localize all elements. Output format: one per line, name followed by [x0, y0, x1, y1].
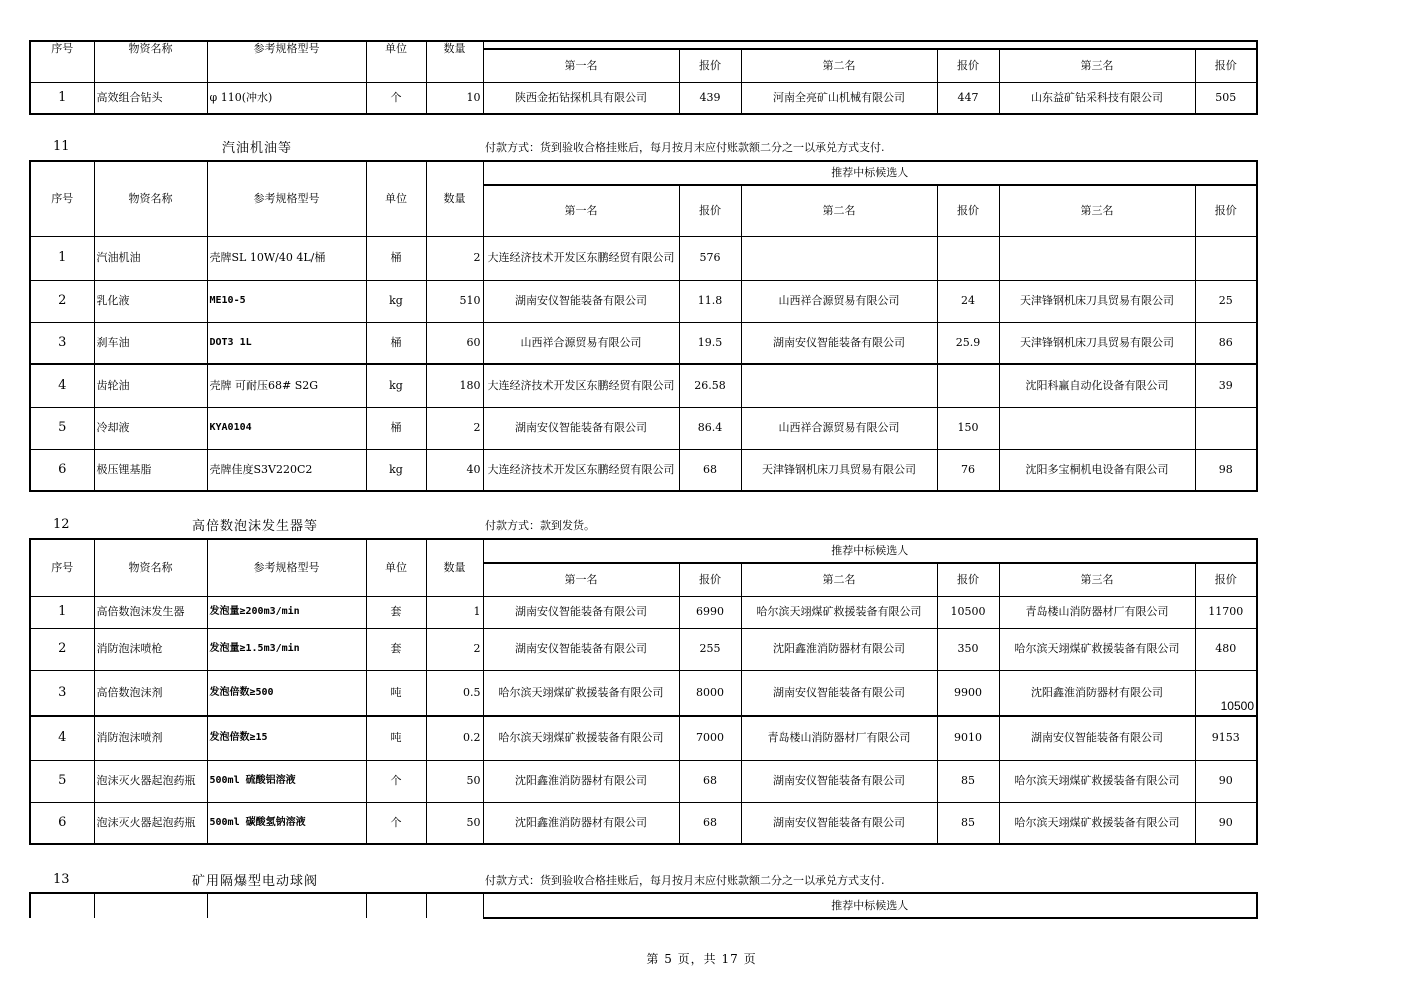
header-first: 第一名 — [483, 563, 679, 596]
header-candidates: 推荐中标候选人 — [483, 539, 1257, 563]
header-price: 报价 — [937, 49, 999, 82]
table-row: 4 齿轮油 壳牌 可耐压68# S2G kg 180 大连经济技术开发区东鹏经贸有限公司 26.58 沈阳科赢自动化设备有限公司 39 — [30, 364, 1257, 407]
header-qty: 数量 — [426, 539, 483, 596]
section-13-title: 矿用隔爆型电动球阀 — [192, 874, 319, 889]
header-first: 第一名 — [483, 185, 679, 236]
table-row: 3 刹车油 DOT3 1L 桶 60 山西祥合源贸易有限公司 19.5 湖南安仪智能装备有限公司 25.9 天津锋钢机床刀具贸易有限公司 86 — [30, 322, 1257, 364]
header-third: 第三名 — [999, 49, 1195, 82]
table-row: 1 汽油机油 壳牌SL 10W/40 4L/桶 桶 2 大连经济技术开发区东鹏经贸有限公司 576 — [30, 236, 1257, 280]
header-price: 报价 — [679, 563, 741, 596]
section-13-number: 13 — [53, 872, 70, 887]
header-name: 物资名称 — [94, 161, 207, 236]
header-name: 物资名称 — [94, 539, 207, 596]
header-candidates: 推荐中标候选人 — [483, 161, 1257, 185]
header-price: 报价 — [1195, 185, 1257, 236]
header-seq: 序号 — [30, 161, 94, 236]
header-second: 第二名 — [741, 185, 937, 236]
section-12-title: 高倍数泡沫发生器等 — [192, 519, 319, 534]
table-row: 5 泡沫灭火器起泡药瓶 500ml 硫酸铝溶液 个 50 沈阳鑫淮消防器材有限公司 68 湖南安仪智能装备有限公司 85 哈尔滨天翊煤矿救援装备有限公司 90 — [30, 760, 1257, 802]
header-unit: 单位 — [366, 41, 426, 82]
header-unit: 单位 — [366, 161, 426, 236]
section-13-table — [29, 892, 1258, 919]
table-row: 2 消防泡沫喷枪 发泡量≥1.5m3/min 套 2 湖南安仪智能装备有限公司 255 沈阳鑫淮消防器材有限公司 350 哈尔滨天翊煤矿救援装备有限公司 480 — [30, 628, 1257, 670]
section-11-payment: 付款方式：货到验收合格挂账后，每月按月末应付账款额二分之一以承兑方式支付. — [485, 141, 885, 154]
table-row: 3 高倍数泡沫剂 发泡倍数≥500 吨 0.5 哈尔滨天翊煤矿救援装备有限公司 8000 湖南安仪智能装备有限公司 9900 沈阳鑫淮消防器材有限公司 10500 — [30, 670, 1257, 716]
top-quote-table — [29, 40, 1258, 115]
section-13-payment: 付款方式：货到验收合格挂账后，每月按月末应付账款额二分之一以承兑方式支付. — [485, 874, 885, 887]
header-second: 第二名 — [741, 49, 937, 82]
table-row: 6 极压锂基脂 壳牌佳度S3V220C2 kg 40 大连经济技术开发区东鹏经贸有限公司 68 天津锋钢机床刀具贸易有限公司 76 沈阳多宝桐机电设备有限公司 98 — [30, 449, 1257, 491]
table-row: 1 高效组合钻头 φ 110(冲水) 个 10 陕西金拓钻探机具有限公司 439 河南全亮矿山机械有限公司 447 山东益矿钻采科技有限公司 505 — [30, 82, 1257, 114]
header-price: 报价 — [937, 185, 999, 236]
header-spec: 参考规格型号 — [207, 539, 366, 596]
table-row: 2 乳化液 ME10-5 kg 510 湖南安仪智能装备有限公司 11.8 山西祥合源贸易有限公司 24 天津锋钢机床刀具贸易有限公司 25 — [30, 280, 1257, 322]
header-price: 报价 — [1195, 563, 1257, 596]
header-seq: 序号 — [30, 539, 94, 596]
header-price: 报价 — [937, 563, 999, 596]
header-price: 报价 — [1195, 49, 1257, 82]
table-row: 5 冷却液 KYA0104 桶 2 湖南安仪智能装备有限公司 86.4 山西祥合源贸易有限公司 150 — [30, 407, 1257, 449]
header-spec: 参考规格型号 — [207, 41, 366, 82]
header-price: 报价 — [679, 49, 741, 82]
section-11-number: 11 — [53, 139, 70, 154]
header-qty: 数量 — [426, 41, 483, 82]
section-12-number: 12 — [53, 517, 70, 532]
header-first: 第一名 — [483, 49, 679, 82]
page-footer: 第 5 页，共 17 页 — [646, 952, 757, 966]
table-row: 6 泡沫灭火器起泡药瓶 500ml 碳酸氢钠溶液 个 50 沈阳鑫淮消防器材有限公司 68 湖南安仪智能装备有限公司 85 哈尔滨天翊煤矿救援装备有限公司 90 — [30, 802, 1257, 844]
table-row: 1 高倍数泡沫发生器 发泡量≥200m3/min 套 1 湖南安仪智能装备有限公司 6990 哈尔滨天翊煤矿救援装备有限公司 10500 青岛楼山消防器材厂有限公司 11700 — [30, 596, 1257, 628]
table-row: 4 消防泡沫喷剂 发泡倍数≥15 吨 0.2 哈尔滨天翊煤矿救援装备有限公司 7000 青岛楼山消防器材厂有限公司 9010 湖南安仪智能装备有限公司 9153 — [30, 716, 1257, 760]
section-12-payment: 付款方式：款到发货。 — [485, 519, 595, 532]
header-candidates: 推荐中标候选人 — [483, 893, 1257, 918]
section-12-table — [29, 538, 1258, 845]
header-qty: 数量 — [426, 161, 483, 236]
header-third: 第三名 — [999, 563, 1195, 596]
header-second: 第二名 — [741, 563, 937, 596]
header-price: 报价 — [679, 185, 741, 236]
header-seq: 序号 — [30, 41, 94, 82]
section-11-title: 汽油机油等 — [222, 141, 293, 156]
header-third: 第三名 — [999, 185, 1195, 236]
section-11-table — [29, 160, 1258, 492]
header-unit: 单位 — [366, 539, 426, 596]
header-name: 物资名称 — [94, 41, 207, 82]
header-spec: 参考规格型号 — [207, 161, 366, 236]
